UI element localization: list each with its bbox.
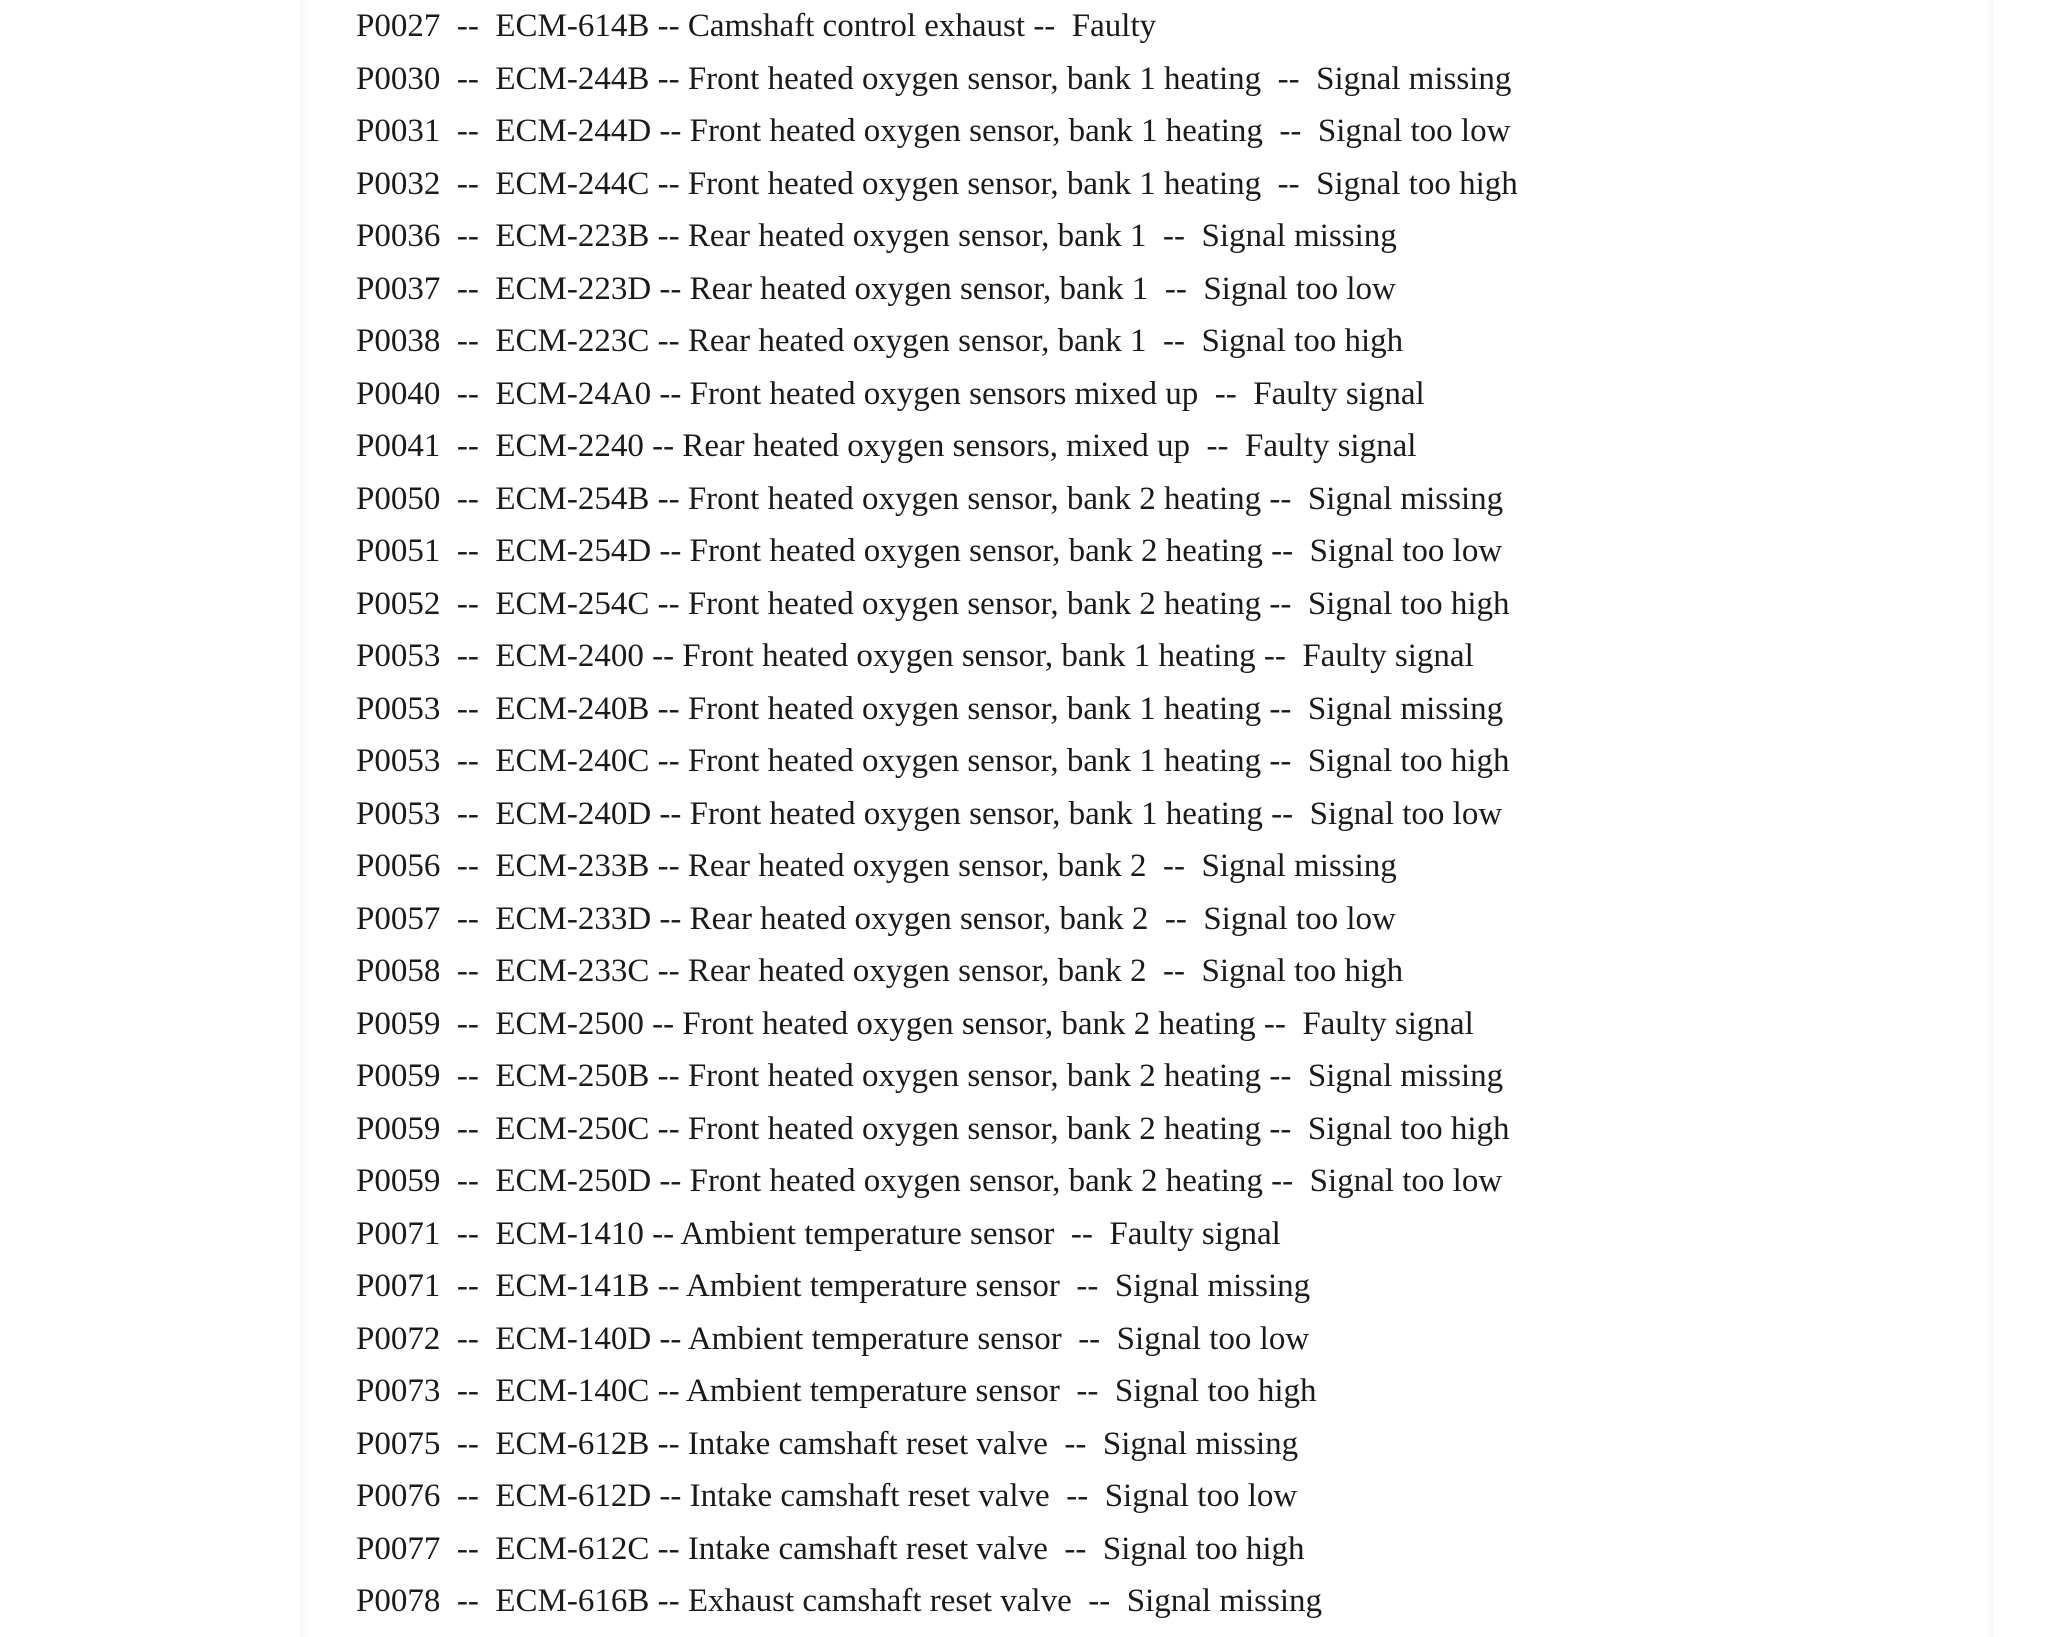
fault-code-line: P0057 -- ECM-233D -- Rear heated oxygen sensor, bank 2 -- Signal too low [356,900,1396,937]
fault-code-line: P0072 -- ECM-140D -- Ambient temperature sensor -- Signal too low [356,1320,1310,1357]
fault-code-line: P0053 -- ECM-240B -- Front heated oxygen sensor, bank 1 heating -- Signal missing [356,690,1504,727]
fault-code-line: P0038 -- ECM-223C -- Rear heated oxygen sensor, bank 1 -- Signal too high [356,323,1404,359]
fault-code-line: P0037 -- ECM-223D -- Rear heated oxygen sensor, bank 1 -- Signal too low [356,270,1396,307]
fault-code-line: P0071 -- ECM-141B -- Ambient temperature sensor -- Signal missing [356,1268,1311,1304]
fault-code-line: P0050 -- ECM-254B -- Front heated oxygen sensor, bank 2 heating -- Signal missing [356,480,1504,517]
fault-code-line: P0031 -- ECM-244D -- Front heated oxygen sensor, bank 1 heating -- Signal too low [356,113,1511,149]
fault-code-line: P0071 -- ECM-1410 -- Ambient temperature sensor -- Faulty signal [356,1215,1281,1252]
fault-code-line: P0053 -- ECM-240C -- Front heated oxygen sensor, bank 1 heating -- Signal too high [356,743,1510,779]
fault-code-line: P0077 -- ECM-612C -- Intake camshaft reset valve -- Signal too high [356,1530,1305,1567]
fault-code-line: P0032 -- ECM-244C -- Front heated oxygen sensor, bank 1 heating -- Signal too high [356,165,1518,202]
fault-code-line: P0059 -- ECM-2500 -- Front heated oxygen sensor, bank 2 heating -- Faulty signal [356,1005,1474,1042]
fault-code-line: P0076 -- ECM-612D -- Intake camshaft reset valve -- Signal too low [356,1478,1298,1514]
fault-code-line: P0059 -- ECM-250C -- Front heated oxygen sensor, bank 2 heating -- Signal too high [356,1110,1510,1147]
fault-code-line: P0078 -- ECM-616B -- Exhaust camshaft reset valve -- Signal missing [356,1583,1323,1619]
fault-code-line: P0051 -- ECM-254D -- Front heated oxygen sensor, bank 2 heating -- Signal too low [356,533,1503,569]
fault-code-line: P0053 -- ECM-2400 -- Front heated oxygen sensor, bank 1 heating -- Faulty signal [356,638,1474,674]
fault-code-line: P0053 -- ECM-240D -- Front heated oxygen sensor, bank 1 heating -- Signal too low [356,795,1503,832]
fault-code-line: P0041 -- ECM-2240 -- Rear heated oxygen sensors, mixed up -- Faulty signal [356,428,1417,464]
page-edge-right [1985,0,1993,1637]
fault-code-line: P0052 -- ECM-254C -- Front heated oxygen sensor, bank 2 heating -- Signal too high [356,585,1510,622]
fault-code-line: P0058 -- ECM-233C -- Rear heated oxygen sensor, bank 2 -- Signal too high [356,953,1404,989]
fault-code-line: P0059 -- ECM-250D -- Front heated oxygen sensor, bank 2 heating -- Signal too low [356,1163,1503,1199]
fault-code-line: P0030 -- ECM-244B -- Front heated oxygen sensor, bank 1 heating -- Signal missing [356,60,1512,97]
fault-code-line: P0075 -- ECM-612B -- Intake camshaft reset valve -- Signal missing [356,1425,1299,1462]
fault-code-line: P0036 -- ECM-223B -- Rear heated oxygen sensor, bank 1 -- Signal missing [356,218,1397,254]
fault-code-line: P0073 -- ECM-140C -- Ambient temperature sensor -- Signal too high [356,1373,1317,1409]
fault-code-line: P0040 -- ECM-24A0 -- Front heated oxygen sensors mixed up -- Faulty signal [356,375,1425,412]
fault-code-line: P0059 -- ECM-250B -- Front heated oxygen sensor, bank 2 heating -- Signal missing [356,1058,1504,1094]
fault-code-line: P0056 -- ECM-233B -- Rear heated oxygen sensor, bank 2 -- Signal missing [356,848,1397,884]
fault-code-line: P0027 -- ECM-614B -- Camshaft control exhaust -- Faulty [356,8,1157,44]
page-edge-left [300,0,308,1637]
